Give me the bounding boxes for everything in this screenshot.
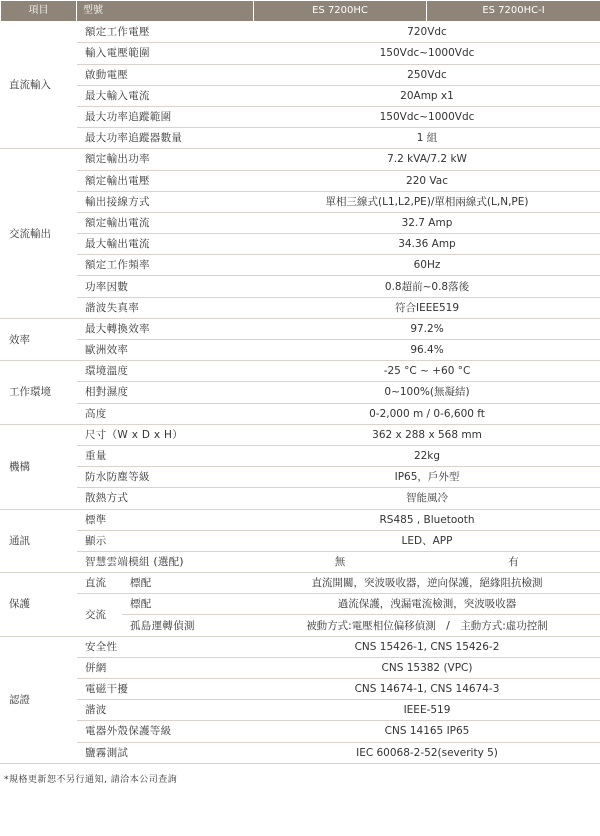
row-value: CNS 14674-1, CNS 14674-3 bbox=[254, 679, 600, 700]
row-label: 最大功率追蹤範圍 bbox=[77, 106, 254, 127]
row-value: 150Vdc~1000Vdc bbox=[254, 106, 600, 127]
sub-category-ac: 交流 bbox=[77, 594, 122, 636]
row-value: LED、APP bbox=[254, 530, 600, 551]
row-value: CNS 15426-1, CNS 15426-2 bbox=[254, 636, 600, 657]
row-value: 0.8超前~0.8落後 bbox=[254, 276, 600, 297]
table-row bbox=[1, 530, 600, 551]
row-value: 220 Vac bbox=[254, 170, 600, 191]
row-label: 安全性 bbox=[77, 636, 254, 657]
table-row bbox=[1, 340, 600, 361]
table-row bbox=[1, 679, 600, 700]
table-row bbox=[1, 43, 600, 64]
row-label: 啟動電壓 bbox=[77, 64, 254, 85]
row-value: 被動方式:電壓相位偏移偵測 / 主動方式:虛功控制 bbox=[254, 615, 600, 636]
row-value: 34.36 Amp bbox=[254, 234, 600, 255]
row-label: 標配 bbox=[122, 594, 254, 615]
category-efficiency: 效率 bbox=[1, 318, 77, 360]
table-row bbox=[1, 467, 600, 488]
row-label: 尺寸（W x D x H） bbox=[77, 424, 254, 445]
row-value-model-b: 有 bbox=[427, 551, 600, 572]
row-value: 1 組 bbox=[254, 128, 600, 149]
header-model-b: ES 7200HC-I bbox=[427, 1, 600, 22]
row-label: 最大輸出電流 bbox=[77, 234, 254, 255]
row-value: 32.7 Amp bbox=[254, 212, 600, 233]
row-label: 諧波失真率 bbox=[77, 297, 254, 318]
table-row bbox=[1, 403, 600, 424]
table-row bbox=[1, 551, 600, 572]
row-label: 併網 bbox=[77, 657, 254, 678]
row-value: CNS 14165 IP65 bbox=[254, 721, 600, 742]
table-row bbox=[1, 382, 600, 403]
table-row bbox=[1, 657, 600, 678]
table-row bbox=[1, 106, 600, 127]
row-value: -25 °C ~ +60 °C bbox=[254, 361, 600, 382]
table-row bbox=[1, 700, 600, 721]
table-row bbox=[1, 636, 600, 657]
table-row bbox=[1, 573, 600, 594]
row-label: 最大功率追蹤器數量 bbox=[77, 128, 254, 149]
table-row bbox=[1, 149, 600, 170]
row-value: CNS 15382 (VPC) bbox=[254, 657, 600, 678]
row-value: 150Vdc~1000Vdc bbox=[254, 43, 600, 64]
row-value: RS485 , Bluetooth bbox=[254, 509, 600, 530]
row-label: 鹽霧測試 bbox=[77, 742, 254, 763]
table-row bbox=[1, 721, 600, 742]
row-value: 符合IEEE519 bbox=[254, 297, 600, 318]
row-label: 額定輸出電流 bbox=[77, 212, 254, 233]
row-value: 362 x 288 x 568 mm bbox=[254, 424, 600, 445]
table-row bbox=[1, 424, 600, 445]
table-row bbox=[1, 276, 600, 297]
row-value: 20Amp x1 bbox=[254, 85, 600, 106]
row-value: 單相三線式(L1,L2,PE)/單相兩線式(L,N,PE) bbox=[254, 191, 600, 212]
row-label: 額定輸出電壓 bbox=[77, 170, 254, 191]
row-label: 相對濕度 bbox=[77, 382, 254, 403]
category-dc-input: 直流輸入 bbox=[1, 22, 77, 149]
row-label: 標配 bbox=[122, 573, 254, 594]
table-row bbox=[1, 212, 600, 233]
row-label: 智慧雲端模組 (選配) bbox=[77, 551, 254, 572]
table-row bbox=[1, 361, 600, 382]
row-value: 60Hz bbox=[254, 255, 600, 276]
category-ac-output: 交流輸出 bbox=[1, 149, 77, 319]
header-item: 項目 bbox=[1, 1, 77, 22]
table-row bbox=[1, 509, 600, 530]
row-value: IP65，戶外型 bbox=[254, 467, 600, 488]
row-label: 高度 bbox=[77, 403, 254, 424]
row-label: 孤島運轉偵測 bbox=[122, 615, 254, 636]
row-value: 直流開關，突波吸收器，逆向保護，絕緣阻抗檢測 bbox=[254, 573, 600, 594]
table-row bbox=[1, 22, 600, 43]
row-value: 0-2,000 m / 0-6,600 ft bbox=[254, 403, 600, 424]
row-value: 96.4% bbox=[254, 340, 600, 361]
table-row bbox=[1, 318, 600, 339]
row-label: 功率因數 bbox=[77, 276, 254, 297]
row-value: 97.2% bbox=[254, 318, 600, 339]
table-row bbox=[1, 445, 600, 466]
category-mechanical: 機構 bbox=[1, 424, 77, 509]
table-row bbox=[1, 170, 600, 191]
row-label: 顯示 bbox=[77, 530, 254, 551]
table-row bbox=[1, 297, 600, 318]
row-label: 諧波 bbox=[77, 700, 254, 721]
row-value: 0~100%(無凝結) bbox=[254, 382, 600, 403]
category-protection: 保護 bbox=[1, 573, 77, 637]
category-certification: 認證 bbox=[1, 636, 77, 763]
header-model: 型號 bbox=[77, 1, 254, 22]
table-row bbox=[1, 255, 600, 276]
header-model-a: ES 7200HC bbox=[254, 1, 427, 22]
row-value: IEEE-519 bbox=[254, 700, 600, 721]
table-header bbox=[1, 1, 600, 22]
row-label: 歐洲效率 bbox=[77, 340, 254, 361]
row-label: 重量 bbox=[77, 445, 254, 466]
row-value: IEC 60068-2-52(severity 5) bbox=[254, 742, 600, 763]
row-label: 額定輸出功率 bbox=[77, 149, 254, 170]
row-label: 最大輸入電流 bbox=[77, 85, 254, 106]
row-label: 電磁干擾 bbox=[77, 679, 254, 700]
row-label: 輸入電壓範圍 bbox=[77, 43, 254, 64]
row-label: 電器外殼保護等級 bbox=[77, 721, 254, 742]
sub-category-dc: 直流 bbox=[77, 573, 122, 594]
table-row bbox=[1, 64, 600, 85]
table-row bbox=[1, 85, 600, 106]
row-label: 防水防塵等級 bbox=[77, 467, 254, 488]
row-value: 720Vdc bbox=[254, 22, 600, 43]
row-label: 額定工作頻率 bbox=[77, 255, 254, 276]
category-environment: 工作環境 bbox=[1, 361, 77, 425]
row-label: 環境溫度 bbox=[77, 361, 254, 382]
footnote: *規格更新恕不另行通知, 請洽本公司查詢 bbox=[4, 774, 178, 785]
row-label: 額定工作電壓 bbox=[77, 22, 254, 43]
row-value: 22kg bbox=[254, 445, 600, 466]
table-row bbox=[1, 742, 600, 763]
row-value: 智能風冷 bbox=[254, 488, 600, 509]
row-label: 標準 bbox=[77, 509, 254, 530]
row-value: 250Vdc bbox=[254, 64, 600, 85]
table-row bbox=[1, 191, 600, 212]
row-value-model-a: 無 bbox=[254, 551, 427, 572]
table-row bbox=[1, 234, 600, 255]
row-label: 最大轉換效率 bbox=[77, 318, 254, 339]
table-row bbox=[1, 128, 600, 149]
table-row bbox=[1, 488, 600, 509]
row-value: 7.2 kVA/7.2 kW bbox=[254, 149, 600, 170]
row-label: 輸出接線方式 bbox=[77, 191, 254, 212]
category-communication: 通訊 bbox=[1, 509, 77, 573]
table-row bbox=[1, 594, 600, 615]
row-value: 過流保護，洩漏電流檢測，突波吸收器 bbox=[254, 594, 600, 615]
row-label: 散熱方式 bbox=[77, 488, 254, 509]
